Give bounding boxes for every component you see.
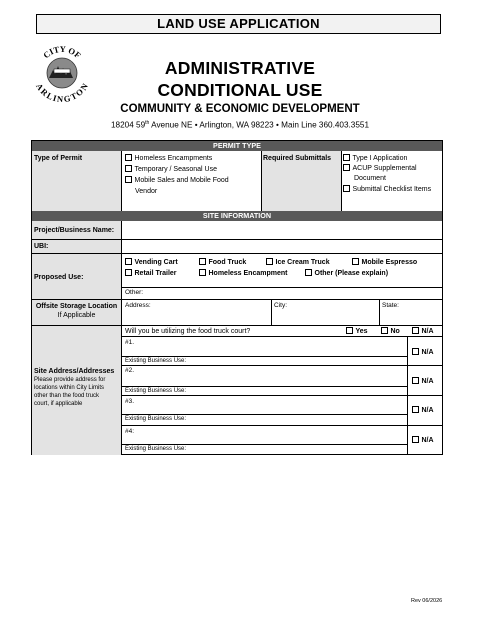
divider <box>341 151 342 211</box>
title-line-1: ADMINISTRATIVE <box>164 58 316 78</box>
checkbox-icon <box>412 327 419 334</box>
divider <box>122 414 407 415</box>
divider <box>122 336 442 337</box>
project-name-label: Project/Business Name: <box>32 221 121 239</box>
checkbox-icon <box>125 176 132 183</box>
checkbox-icon <box>199 258 206 265</box>
divider <box>122 356 407 357</box>
site-address-label: Site Address/Addresses Please provide address for locations within City Limits other than the food truck court, if applicable <box>32 325 121 455</box>
use-vending-cart[interactable]: Vending Cart <box>125 258 178 267</box>
storage-state-field[interactable]: State: <box>382 302 399 309</box>
use-other[interactable]: Other (Please explain) <box>305 269 388 278</box>
checkbox-icon <box>125 165 132 172</box>
type-of-permit-label: Type of Permit <box>32 151 121 211</box>
divider <box>271 299 272 325</box>
site-information-band: SITE INFORMATION <box>32 211 442 221</box>
divider <box>122 386 407 387</box>
checkbox-icon <box>343 164 350 171</box>
site-1-na[interactable]: N/A <box>412 348 434 357</box>
use-food-truck[interactable]: Food Truck <box>199 258 246 267</box>
ubi-field[interactable] <box>122 239 442 253</box>
checkbox-icon <box>125 258 132 265</box>
site-1-existing-use[interactable]: Existing Business Use: <box>125 358 187 364</box>
checkbox-icon <box>346 327 353 334</box>
checkbox-icon <box>412 377 419 384</box>
site-3-address-field[interactable]: #3. <box>125 398 135 405</box>
site-2-address-field[interactable]: #2. <box>125 367 135 374</box>
divider <box>121 151 122 211</box>
submittal-acup-cont: Document <box>354 175 386 182</box>
checkbox-icon <box>352 258 359 265</box>
checkbox-icon <box>125 154 132 161</box>
checkbox-icon <box>412 348 419 355</box>
permit-option-temporary[interactable]: Temporary / Seasonal Use <box>125 165 217 174</box>
ubi-label: UBI: <box>32 239 121 253</box>
court-no[interactable]: No <box>381 327 400 336</box>
permit-option-homeless[interactable]: Homeless Encampments <box>125 154 212 163</box>
site-4-address-field[interactable]: #4: <box>125 428 135 435</box>
department-address: 18204 59th Avenue NE • Arlington, WA 98223 • Main Line 360.403.3551 <box>111 120 369 130</box>
other-field[interactable]: Other: <box>125 289 144 296</box>
submittal-checklist[interactable]: Submittal Checklist Items <box>343 185 431 194</box>
divider <box>32 253 442 254</box>
divider <box>121 221 122 455</box>
svg-text:ARLINGTON: ARLINGTON <box>33 81 91 102</box>
checkbox-icon <box>343 154 350 161</box>
divider <box>32 239 442 240</box>
use-ice-cream-truck[interactable]: Ice Cream Truck <box>266 258 330 267</box>
revision-date: Rev 06/2026 <box>411 598 443 604</box>
use-mobile-espresso[interactable]: Mobile Espresso <box>352 258 417 267</box>
title-line-2: CONDITIONAL USE <box>157 80 323 100</box>
checkbox-icon <box>343 185 350 192</box>
permit-option-mobile-cont: Vendor <box>135 188 158 195</box>
checkbox-icon <box>381 327 388 334</box>
submittal-acup[interactable]: ACUP Supplemental <box>343 164 417 173</box>
checkbox-icon <box>412 436 419 443</box>
checkbox-icon <box>266 258 273 265</box>
use-retail-trailer[interactable]: Retail Trailer <box>125 269 177 278</box>
application-form <box>31 140 443 455</box>
svg-text:CITY OF: CITY OF <box>41 44 83 61</box>
site-4-na[interactable]: N/A <box>412 436 434 445</box>
project-name-field[interactable] <box>122 221 442 239</box>
checkbox-icon <box>305 269 312 276</box>
divider <box>122 444 407 445</box>
court-yes[interactable]: Yes <box>346 327 368 336</box>
divider <box>379 299 380 325</box>
food-truck-court-question: Will you be utilizing the food truck court? <box>125 328 251 335</box>
site-2-na[interactable]: N/A <box>412 377 434 386</box>
checkbox-icon <box>125 269 132 276</box>
form-banner: LAND USE APPLICATION <box>36 14 441 34</box>
use-homeless-encampment[interactable]: Homeless Encampment <box>199 269 287 278</box>
divider <box>122 365 442 366</box>
divider <box>261 151 262 211</box>
site-3-na[interactable]: N/A <box>412 406 434 415</box>
divider <box>122 287 442 288</box>
offsite-storage-label: Offsite Storage Location If Applicable <box>32 299 121 325</box>
permit-type-band: PERMIT TYPE <box>32 141 442 151</box>
court-na[interactable]: N/A <box>412 327 434 336</box>
submittal-type-i[interactable]: Type I Application <box>343 154 407 163</box>
checkbox-icon <box>412 406 419 413</box>
proposed-use-label: Proposed Use: <box>32 253 121 299</box>
permit-option-mobile[interactable]: Mobile Sales and Mobile Food <box>125 176 229 185</box>
department-name: COMMUNITY & ECONOMIC DEVELOPMENT <box>120 103 360 115</box>
divider <box>122 425 442 426</box>
site-2-existing-use[interactable]: Existing Business Use: <box>125 388 187 394</box>
site-4-existing-use[interactable]: Existing Business Use: <box>125 446 187 452</box>
divider <box>32 325 442 326</box>
site-3-existing-use[interactable]: Existing Business Use: <box>125 416 187 422</box>
divider <box>32 299 442 300</box>
site-1-address-field[interactable]: #1. <box>125 339 135 346</box>
required-submittals-label: Required Submittals <box>261 151 341 211</box>
checkbox-icon <box>199 269 206 276</box>
divider <box>122 395 442 396</box>
storage-address-field[interactable]: Address: <box>125 302 151 309</box>
storage-city-field[interactable]: City: <box>274 302 287 309</box>
